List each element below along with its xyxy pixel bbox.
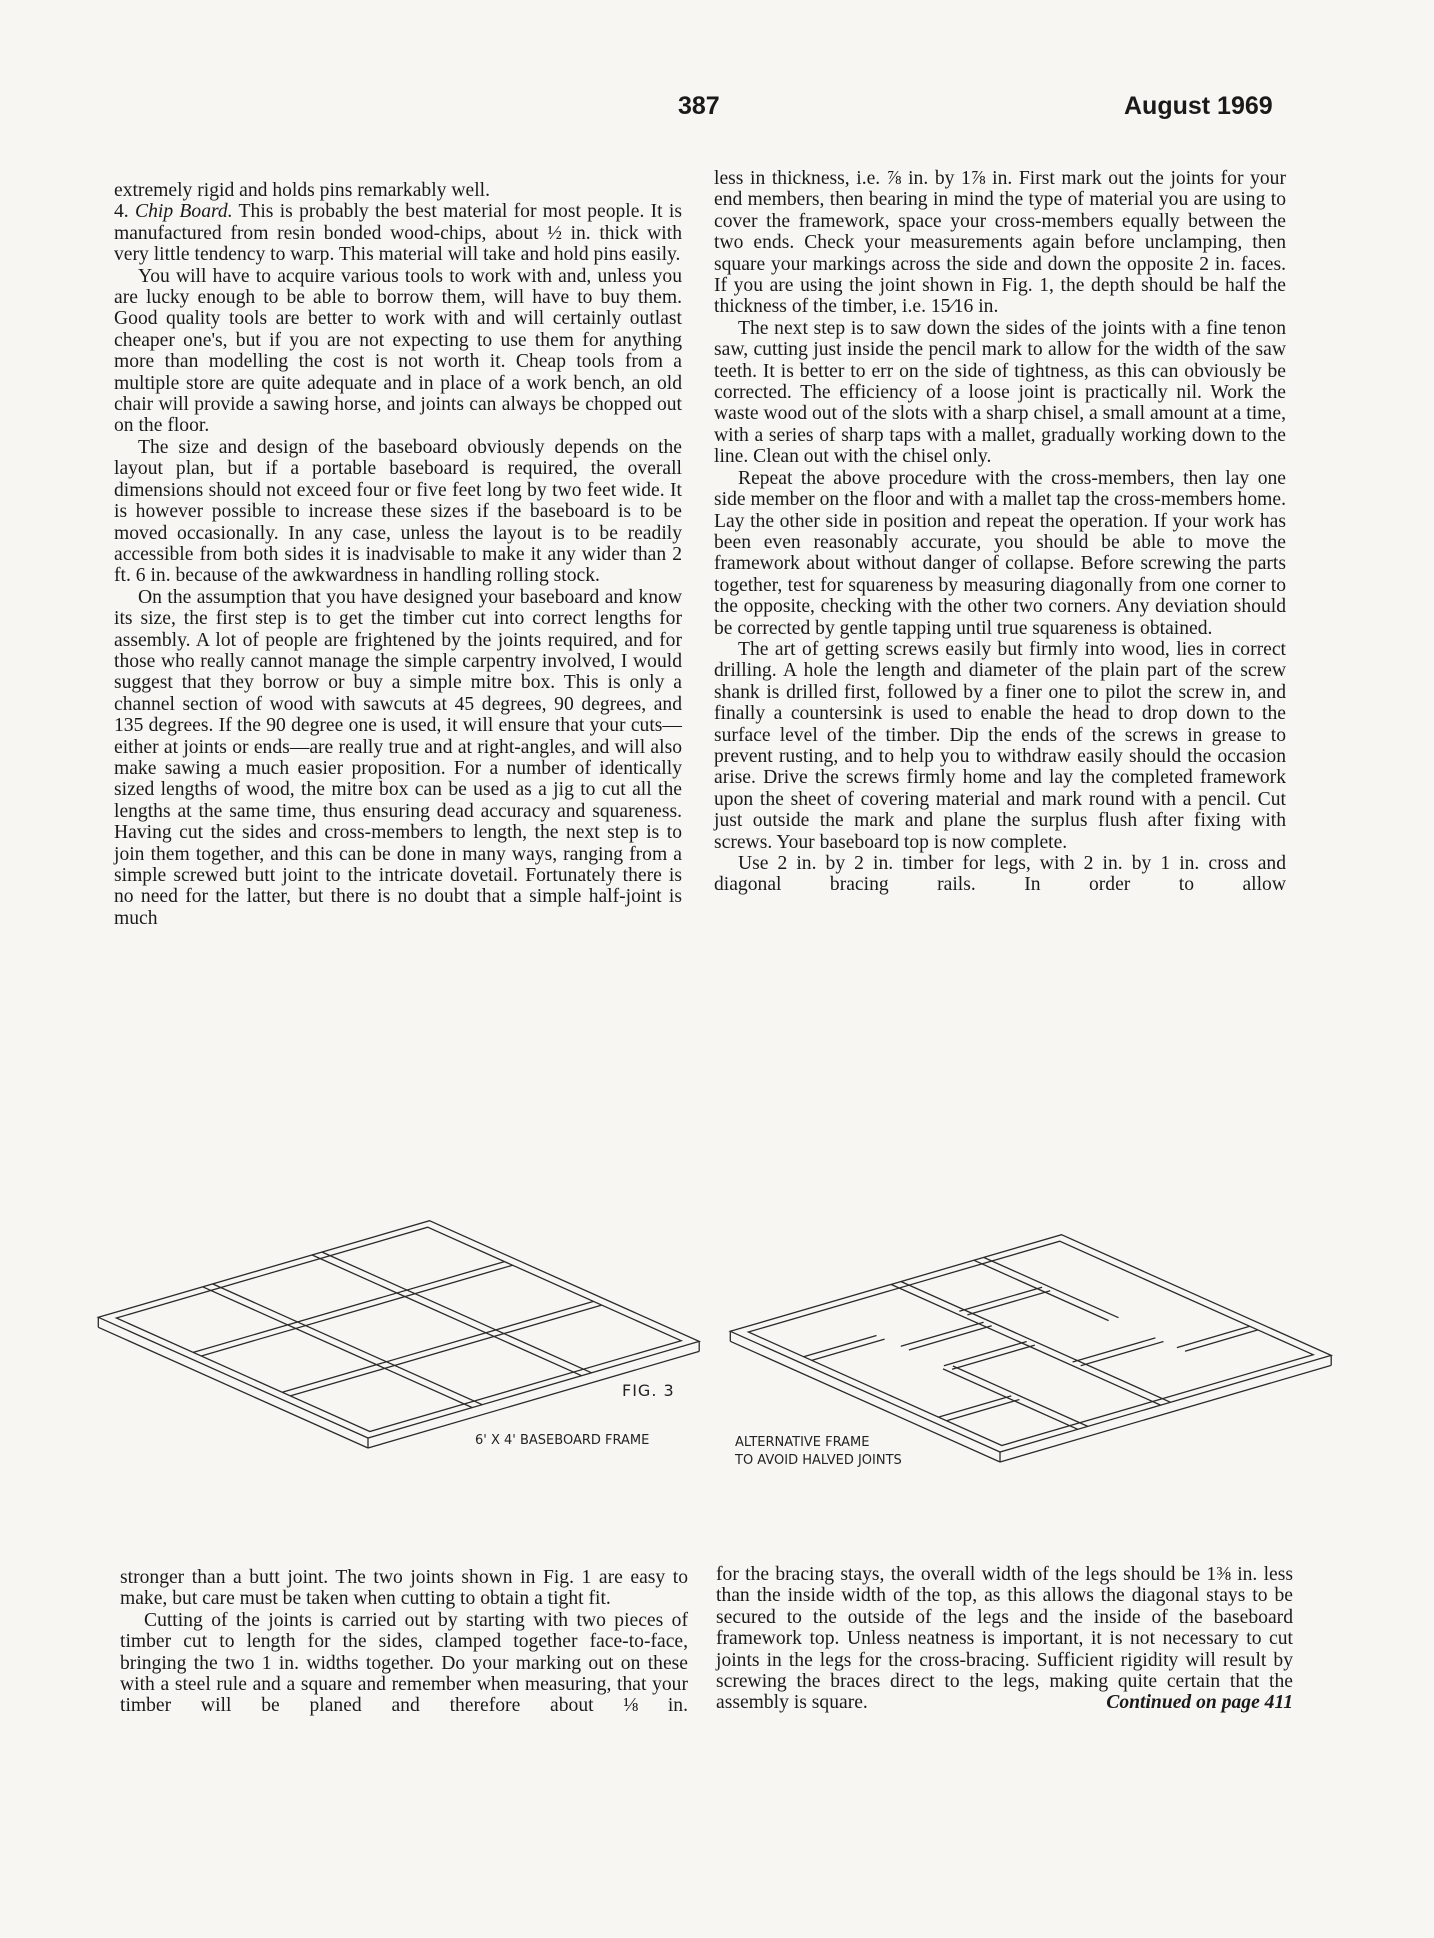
frame-depth-edge (1000, 1365, 1331, 1462)
column-bottom-left (120, 1567, 688, 1717)
paragraph-text: for the bracing stays, the overall width of the legs should be 1⅜ in. less than the inside width of the top, as this allows the diagonal stays to be secured to the outside of the legs and the inside of the baseboard framework top. Unless neatness is important, it is not necessary to cut joints in the legs for the cross-bracing. Sufficient rigidity will result by screwing the braces direct to the legs, making quite certain that the assembly is square. (716, 1564, 1293, 1714)
left-frame-caption: 6' X 4' BASEBOARD FRAME (475, 1433, 650, 1448)
stagger-member (1177, 1326, 1250, 1347)
paragraph (716, 1564, 1293, 1714)
alternative-frame-drawing (730, 1235, 1331, 1462)
issue-date: August 1969 (1124, 92, 1273, 120)
paragraph: extremely rigid and holds pins remarkably well. (114, 180, 490, 201)
stagger-member (804, 1336, 877, 1357)
right-frame-caption-line1: ALTERNATIVE FRAME (735, 1435, 870, 1450)
rail (901, 1282, 1171, 1403)
paragraph: Use 2 in. by 2 in. timber for legs, with 2 in. by 1 in. cross and diagonal bracing rails. In order to allow (714, 853, 1286, 896)
rail (943, 1369, 1078, 1429)
item-number: 4. (114, 201, 136, 223)
paragraph: Cutting of the joints is carried out by starting with two pieces of timber cut to length for the sides, clamped together face-to-face, bringing the two 1 in. widths together. Do your marking out on these with a steel rule and a square and remember when measuring, that your timber will be planed and therefore about ⅛ in. (120, 1609, 688, 1717)
paragraph: less in thickness, i.e. ⅞ in. by 1⅞ in. First mark out the joints for your end members, then bearing in mind the type of material you are using to cover the framework, space your cross-members equally between the two ends. Check your measurements again before unclamping, then square your markings across the side and down the opposite 2 in. faces. If you are using the joint shown in Fig. 1, the depth should be half the thickness of the timber, i.e. 15⁄16 in. (714, 168, 1286, 318)
rail (953, 1366, 1088, 1426)
paragraph: The art of getting screws easily but firmly into wood, lies in correct drilling. A hole the length and diameter of the plain part of the screw shank is drilled first, followed by a finer one to pilot the screw in, and finally a countersink is used to enable the head to drop down to the surface level of the timber. Dip the ends of the screws in grease to prevent rusting, and to help you to withdraw easily should the occasion arise. Drive the screws firmly home and lay the completed framework upon the sheet of covering material and mark round with a pencil. Cut just outside the mark and plane the surplus flush after fixing with screws. Your baseboard top is now complete. (714, 638, 1286, 853)
paragraph: The size and design of the baseboard obviously depends on the layout plan, but if a portable baseboard is required, the overall dimensions should not exceed four or five feet long by two feet wide. It is however possible to increase these sizes if the baseboard is to be moved occasionally. In any case, unless the layout is to be readily accessible from both sides it is inadvisable to make it any wider than 2 ft. 6 in. because of the awkwardness in handling rolling stock. (114, 436, 682, 587)
frame-outer-edge (730, 1235, 1331, 1452)
frame-depth-edge (98, 1327, 368, 1448)
stagger-member (939, 1396, 1012, 1417)
rail (203, 1287, 473, 1408)
frame-outer-edge (98, 1221, 699, 1438)
cross-member (290, 1305, 601, 1396)
stagger-member (959, 1287, 1042, 1311)
rail (984, 1257, 1119, 1317)
paragraph: On the assumption that you have designed your baseboard and know its size, the first step is to get the timber cut into correct lengths for assembly. A lot of people are frightened by the joints required, and for those who really cannot manage the simple carpentry involved, I would suggest that they borrow or buy a simple mitre box. This is only a channel section of wood with sawcuts at 45 degrees, 90 degrees, and 135 degrees. If the 90 degree one is used, it will ensure that your cuts—either at joints or ends—are really true and at right-angles, and will also make sawing a much easier proposition. For a number of identically sized lengths of wood, the mitre box can be used as a jig to cut all the lengths at the same time, thus ensuring dead accuracy and squareness. Having cut the sides and cross-members to length, the next step is to join them together, and this can be done in many ways, ranging from a simple screwed butt joint to the intricate dovetail. Fortunately there is no need for the latter, but there is no doubt that a simple half-joint is much (114, 586, 682, 929)
frame-inner-edge (748, 1241, 1313, 1445)
cross-member (282, 1301, 593, 1392)
stagger-member (812, 1339, 885, 1360)
continued-note: Continued on page 411 (1106, 1692, 1293, 1714)
stagger-member (901, 1322, 984, 1346)
column-top-right (714, 168, 1286, 896)
rail (891, 1284, 1161, 1405)
paragraph: The next step is to saw down the sides of the joints with a fine tenon saw, cutting just inside the pencil mark to allow for the width of the saw teeth. It is better to err on the side of tightness, as this can obviously be corrected. The efficiency of a loose joint is practically nil. Work the waste wood out of the slots with a sharp chisel, a small amount at a time, with a series of sharp taps with a mallet, gradually working down to the line. Clean out with the chisel only. (714, 317, 1286, 468)
figure-baseboard-frames (0, 1205, 1434, 1505)
paragraph-chip-board (114, 201, 682, 265)
paragraph: stronger than a butt joint. The two joints shown in Fig. 1 are easy to make, but care must be taken when cutting to obtain a tight fit. (120, 1567, 688, 1610)
page-number: 387 (678, 92, 720, 120)
stagger-member (944, 1342, 1027, 1366)
stagger-member (909, 1326, 992, 1350)
right-frame-caption-line2: TO AVOID HALVED JOINTS (735, 1453, 902, 1468)
stagger-member (967, 1291, 1050, 1315)
item-term: Chip Board. (135, 201, 233, 223)
rail (312, 1255, 582, 1376)
cross-member (201, 1265, 512, 1356)
stagger-member (952, 1345, 1035, 1369)
fig-label: FIG. 3 (622, 1381, 675, 1400)
stagger-member (947, 1400, 1020, 1421)
column-bottom-right (716, 1564, 1293, 1714)
column-top-left (114, 180, 682, 929)
stagger-member (1073, 1338, 1156, 1362)
stagger-member (1185, 1330, 1258, 1351)
baseboard-frame-drawing (98, 1221, 699, 1448)
paragraph: Repeat the above procedure with the cross-members, then lay one side member on the floor and with a mallet tap the cross-members home. Lay the other side in position and repeat the operation. If your work has been even reasonably accurate, you should be able to move the framework about without danger of collapse. Before screwing the parts together, test for squareness by measuring diagonally from one corner to the opposite, checking with the other two corners. Any deviation should be corrected by gentle tapping until true squareness is obtained. (714, 467, 1286, 639)
paragraph: You will have to acquire various tools to work with and, unless you are lucky enough to be able to borrow them, will have to buy them. Good quality tools are better to work with and will certainly outlast cheaper one's, but if you are not expecting to use them for anything more than modelling the cost is not worth it. Cheap tools from a multiple store are quite adequate and in place of a work bench, an old chair will provide a sawing horse, and joints can always be chopped out on the floor. (114, 265, 682, 437)
stagger-member (1081, 1342, 1164, 1366)
frame-inner-edge (116, 1227, 681, 1431)
rail (322, 1252, 592, 1373)
cross-member (193, 1262, 504, 1353)
rail (974, 1260, 1109, 1320)
item-text: This is probably the best material for most people. It is manufactured from resin bonded wood-chips, about ½ in. thick with very little tendency to warp. This material will take and hold pins easily. (114, 201, 683, 266)
